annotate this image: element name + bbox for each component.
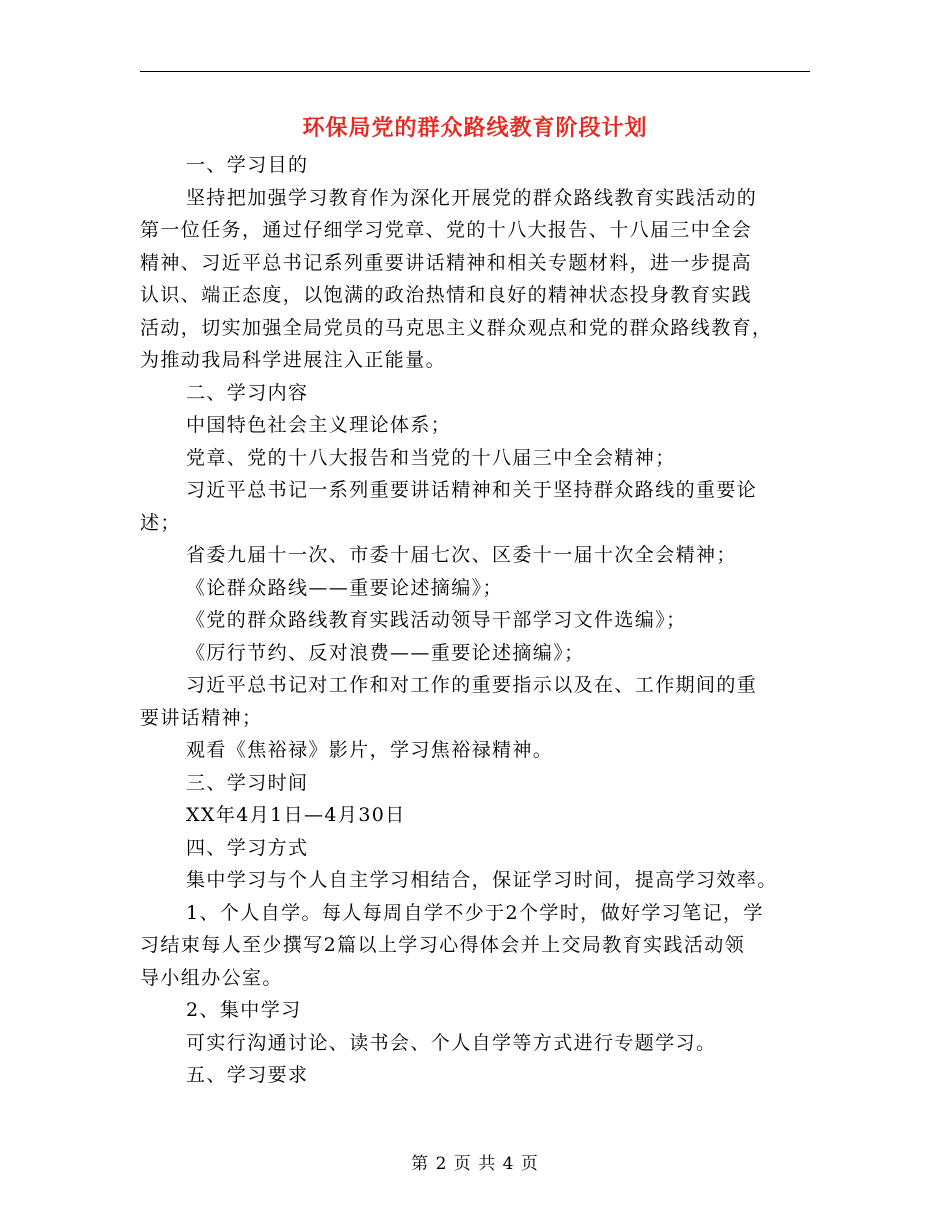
text-line: 《论群众路线——重要论述摘编》；	[186, 576, 503, 599]
text-line: 《厉行节约、反对浪费——重要论述摘编》；	[186, 641, 585, 664]
text-line: 2、集中学习	[186, 999, 302, 1021]
text-line: 1、个人自学。每人每周自学不少于2个学时，做好学习笔记，学	[186, 901, 764, 924]
text-line: 三、学习时间	[186, 771, 309, 794]
text-line: 中国特色社会主义理论体系；	[186, 414, 452, 436]
text-line: 可实行沟通讨论、读书会、个人自学等方式进行专题学习。	[186, 1031, 717, 1054]
text-line: 集中学习与个人自主学习相结合，保证学习时间，提高学习效率。	[186, 869, 778, 891]
page-number-footer: 第 2 页 共 4 页	[411, 1154, 539, 1174]
text-line: 述；	[140, 511, 181, 534]
text-line: 第一位任务，通过仔细学习党章、党的十八大报告、十八届三中全会	[140, 219, 753, 241]
text-line: 精神、习近平总书记系列重要讲话精神和相关专题材料，进一步提高	[140, 251, 753, 274]
text-line: 坚持把加强学习教育作为深化开展党的群众路线教育实践活动的	[186, 186, 758, 209]
text-line: 习近平总书记对工作和对工作的重要指示以及在、工作期间的重	[186, 674, 758, 696]
text-line: 省委九届十一次、市委十届七次、区委十一届十次全会精神；	[186, 544, 737, 566]
text-line: 观看《焦裕禄》影片，学习焦裕禄精神。	[186, 739, 554, 761]
text-line: 认识、端正态度，以饱满的政治热情和良好的精神状态投身教育实践	[140, 284, 753, 306]
text-line: 五、学习要求	[186, 1064, 309, 1086]
header-rule	[140, 71, 810, 72]
text-line: 一、学习目的	[186, 154, 309, 176]
document-body	[140, 149, 810, 1092]
text-line: 为推动我局科学进展注入正能量。	[140, 349, 447, 371]
text-line: 四、学习方式	[186, 836, 309, 859]
text-line: 习结束每人至少撰写2篇以上学习心得体会并上交局教育实践活动领	[140, 934, 746, 956]
text-line: 《党的群众路线教育实践活动领导干部学习文件选编》；	[186, 609, 687, 631]
text-line: 党章、党的十八大报告和当党的十八届三中全会精神；	[186, 446, 676, 469]
text-line: 二、学习内容	[186, 381, 309, 404]
text-line: XX年4月1日—4月30日	[186, 804, 406, 826]
text-line: 习近平总书记一系列重要讲话精神和关于坚持群众路线的重要论	[186, 479, 758, 501]
text-line: 导小组办公室。	[140, 966, 283, 989]
text-line: 活动，切实加强全局党员的马克思主义群众观点和党的群众路线教育，	[140, 316, 773, 339]
text-line: 要讲话精神；	[140, 706, 263, 729]
document-title: 环保局党的群众路线教育阶段计划	[302, 115, 648, 141]
